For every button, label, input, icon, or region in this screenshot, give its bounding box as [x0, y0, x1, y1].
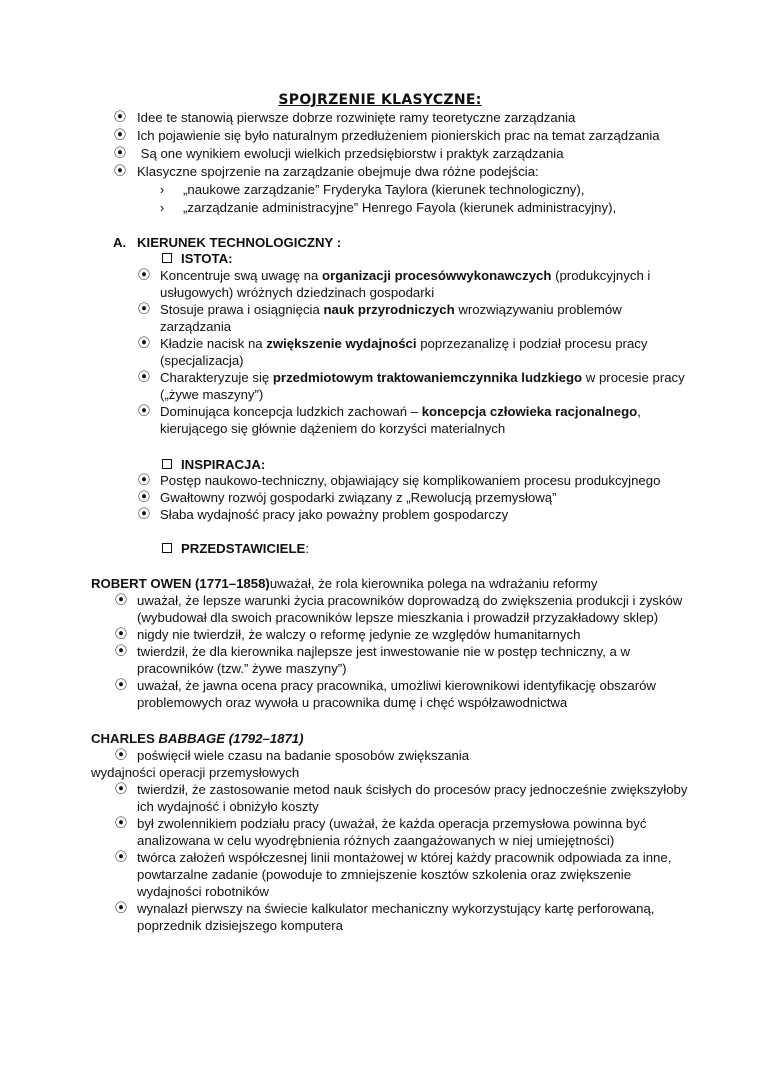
babbage-item: był zwolennikiem podziału pracy (uważał, że każda operacja przemysłowa powinna być — [137, 816, 647, 831]
page-title: SPOJRZENIE KLASYCZNE: — [278, 92, 482, 108]
babbage-item-cont: poprzednik dzisiejszego komputera — [137, 918, 343, 933]
owen-heading: ROBERT OWEN (1771–1858)uważał, że rola kierownika polega na wdrażaniu reformy — [91, 576, 598, 591]
checkbox-square-icon — [162, 459, 172, 469]
bullet-icon: ⦿ — [137, 336, 151, 350]
istota-item-cont: zarządzania — [160, 319, 232, 334]
intro-item: Są one wynikiem ewolucji wielkich przedsiębiorstw i praktyk zarządzania — [137, 146, 564, 161]
istota-item: Kładzie nacisk na zwiększenie wydajności poprzezanalizę i podział procesu pracy — [160, 336, 648, 351]
babbage-item-cont: wydajności robotników — [137, 884, 269, 899]
inspiracja-item: Gwałtowny rozwój gospodarki związany z „Rewolucją przemysłową” — [160, 490, 557, 505]
chevron-right-icon: › — [159, 182, 165, 197]
bullet-icon: ⦿ — [137, 473, 151, 487]
bullet-icon: ⦿ — [114, 627, 128, 641]
section-heading: KIERUNEK TECHNOLOGICZNY : — [137, 235, 342, 250]
babbage-item: poświęcił wiele czasu na badanie sposobów zwiększania — [137, 748, 470, 763]
owen-item-cont: problemowych oraz wywoła u pracownika dumę i chęć współzawodnictwa — [137, 695, 568, 710]
babbage-item-cont: wydajności operacji przemysłowych — [91, 765, 300, 780]
chevron-right-icon: › — [159, 200, 165, 215]
inspiracja-item: Postęp naukowo-techniczny, objawiający się komplikowaniem procesu produkcyjnego — [160, 473, 661, 488]
bullet-icon: ⦿ — [137, 404, 151, 418]
approach-item: „zarządzanie administracyjne” Henrego Fayola (kierunek administracyjny), — [183, 200, 617, 215]
owen-item: uważał, że lepsze warunki życia pracowników doprowadzą do zwiększenia produkcji i zysków — [137, 593, 683, 608]
bullet-icon: ⦿ — [137, 302, 151, 316]
istota-item-cont: kierującego się głównie dążeniem do korzyści materialnych — [160, 421, 506, 436]
checkbox-square-icon — [162, 253, 172, 263]
babbage-item-cont: ich wydajność i obniżyło koszty — [137, 799, 319, 814]
owen-item: uważał, że jawna ocena pracy pracownika, umożliwi kierownikowi identyfikację obszarów — [137, 678, 656, 693]
istota-item: Dominująca koncepcja ludzkich zachowań – koncepcja człowieka racjonalnego, — [160, 404, 641, 419]
intro-item: Klasyczne spojrzenie na zarządzanie obejmuje dwa różne podejścia: — [137, 164, 539, 179]
owen-item-cont: (wybudował dla swoich pracowników lepsze mieszkania i prowadził przyzakładowy sklep) — [137, 610, 659, 625]
bullet-icon: ⦿ — [113, 164, 127, 178]
bullet-icon: ⦿ — [114, 816, 128, 830]
istota-heading: ISTOTA: — [181, 251, 233, 266]
istota-item: Charakteryzuje się przedmiotowym traktowaniemczynnika ludzkiego w procesie pracy — [160, 370, 685, 385]
intro-item: Idee te stanowią pierwsze dobrze rozwinięte ramy teoretyczne zarządzania — [137, 110, 576, 125]
bullet-icon: ⦿ — [137, 490, 151, 504]
bullet-icon: ⦿ — [137, 370, 151, 384]
istota-item: Koncentruje swą uwagę na organizacji procesówwykonawczych (produkcyjnych i — [160, 268, 651, 283]
bullet-icon: ⦿ — [137, 507, 151, 521]
bullet-icon: ⦿ — [114, 901, 128, 915]
babbage-item: twierdził, że zastosowanie metod nauk ścisłych do procesów pracy jednocześnie zwiększyłoby — [137, 782, 688, 797]
istota-item-cont: usługowych) wróżnych dziedzinach gospodarki — [160, 285, 435, 300]
bullet-icon: ⦿ — [114, 748, 128, 762]
inspiracja-heading: INSPIRACJA: — [181, 457, 266, 472]
bullet-icon: ⦿ — [114, 644, 128, 658]
przedstawiciele-heading: PRZEDSTAWICIELE: — [181, 541, 309, 556]
istota-item: Stosuje prawa i osiągnięcia nauk przyrodniczych wrozwiązywaniu problemów — [160, 302, 622, 317]
section-letter: A. — [113, 235, 127, 250]
bullet-icon: ⦿ — [113, 146, 127, 160]
intro-item: Ich pojawienie się było naturalnym przedłużeniem pionierskich prac na temat zarządzania — [137, 128, 660, 143]
bullet-icon: ⦿ — [137, 268, 151, 282]
bullet-icon: ⦿ — [114, 678, 128, 692]
approach-item: „naukowe zarządzanie” Fryderyka Taylora (kierunek technologiczny), — [183, 182, 585, 197]
checkbox-square-icon — [162, 543, 172, 553]
bullet-icon: ⦿ — [114, 593, 128, 607]
owen-item: twierdził, że dla kierownika najlepsze jest inwestowanie nie w postęp techniczny, a w — [137, 644, 631, 659]
babbage-item: wynalazł pierwszy na świecie kalkulator mechaniczny wykorzystujący kartę perforowaną, — [137, 901, 655, 916]
bullet-icon: ⦿ — [114, 850, 128, 864]
owen-item: nigdy nie twierdził, że walczy o reformę jedynie ze względów humanitarnych — [137, 627, 581, 642]
inspiracja-item: Słaba wydajność pracy jako poważny problem gospodarczy — [160, 507, 509, 522]
istota-item-cont: („żywe maszyny”) — [160, 387, 264, 402]
bullet-icon: ⦿ — [113, 110, 127, 124]
babbage-item-cont: powtarzalne zadanie (powoduje to zmniejszenie kosztów szkolenia oraz zwiększenie — [137, 867, 632, 882]
babbage-item: twórca założeń współczesnej linii montażowej w której każdy pracownik odpowiada za inne, — [137, 850, 672, 865]
bullet-icon: ⦿ — [114, 782, 128, 796]
owen-item-cont: pracowników (tzw.” żywe maszyny”) — [137, 661, 347, 676]
bullet-icon: ⦿ — [113, 128, 127, 142]
istota-item-cont: (specjalizacja) — [160, 353, 244, 368]
babbage-item-cont: analizowana w celu wyodrębnienia różnych zaangażowanych w niej umiejętności) — [137, 833, 615, 848]
babbage-heading: CHARLES BABBAGE (1792–1871) — [91, 731, 304, 746]
